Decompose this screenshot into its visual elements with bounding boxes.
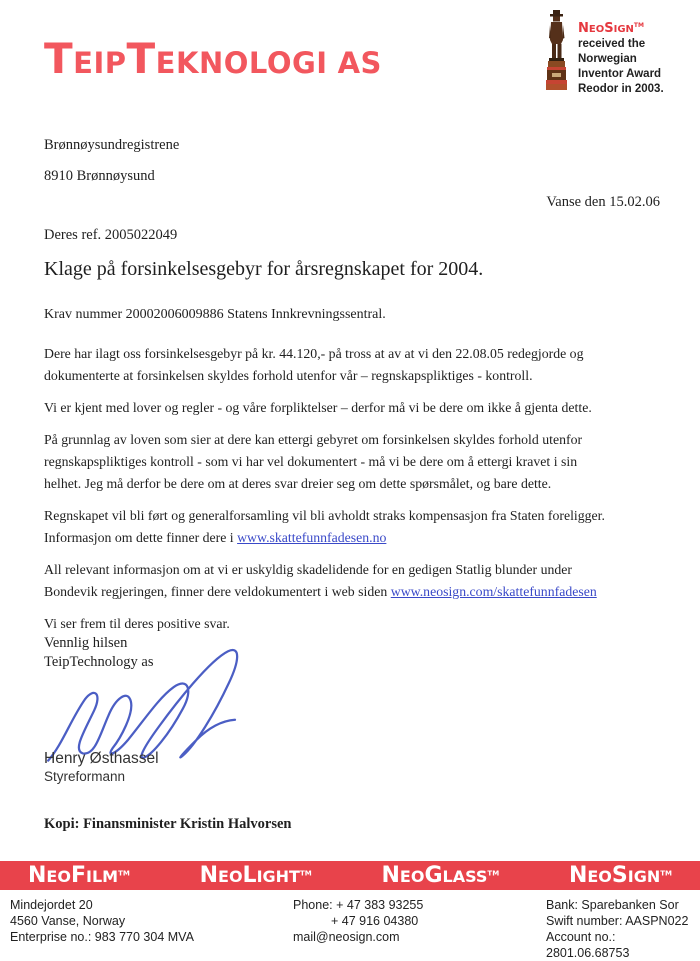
neofilm-wordmark [28, 862, 130, 888]
footer-brand-bar [0, 861, 700, 890]
paragraph [44, 505, 684, 549]
wordmark-letters: EO [399, 866, 425, 886]
signer-block [44, 750, 159, 785]
skattefunnfadesen-link[interactable]: www.skattefunnfadesen.no [237, 530, 387, 545]
wordmark-letter: N [28, 862, 47, 888]
wordmark-letters: LASS [442, 866, 488, 886]
recipient-city: 8910 Brønnøysund [44, 168, 155, 184]
footer-phone-2: + 47 916 04380 [331, 914, 419, 928]
body-line: Vi er kjent med lover og regler - og våre forpliktelser – derfor må vi be dere om ikke å gjenta dette. [44, 400, 592, 415]
body-line: dokumenterte at forsinkelsen skyldes forhold utenfor vår – regnskapspliktiges - kontroll. [44, 368, 533, 383]
body-line [44, 581, 684, 603]
trademark-symbol: TM [660, 869, 672, 878]
neolight-wordmark [199, 862, 312, 888]
body-line: Dere har ilagt oss forsinkelsesgebyr på kr. 44.120,- på tross at av at vi den 22.08.05 redegjorde og [44, 346, 584, 361]
logo-letter-big: T [126, 34, 156, 83]
footer-bank-name: Bank: Sparebanken Sor [546, 898, 679, 912]
wordmark-letters: IGN [627, 866, 661, 886]
body-line-text: Bondevik regjeringen, finner dere veldokumentert i web siden [44, 584, 391, 599]
wordmark-letter: N [381, 862, 400, 888]
footer-address-column [10, 897, 194, 945]
paragraph [44, 559, 684, 603]
body-line: Vi ser frem til deres positive svar. [44, 616, 230, 631]
wordmark-letters: EO [46, 866, 71, 886]
letter-body [44, 343, 684, 645]
subject-heading: Klage på forsinkelsesgebyr for årsregnskapet for 2004. [44, 258, 484, 280]
footer-contact-column [293, 897, 423, 945]
wordmark-letter: N [568, 862, 588, 888]
award-caption-line: Reodor in 2003. [578, 82, 664, 95]
logo-letters-small: EKNOLOGI [155, 46, 328, 80]
trademark-symbol: TM [487, 869, 500, 878]
body-line-text: Informasjon om dette finner dere i [44, 530, 238, 545]
inventor-award-badge [543, 10, 664, 97]
closing-company: TeipTechnology as [44, 654, 154, 670]
reference-line: Deres ref. 2005022049 [44, 227, 178, 243]
wordmark-letter: F [70, 862, 86, 888]
body-line: Regnskapet vil bli ført og generalforsamling vil bli avholdt straks kompensasjon fra Staten foreligger. [44, 508, 605, 523]
award-caption-line: Norwegian [578, 52, 637, 65]
wordmark-letters: ILM [85, 866, 119, 886]
footer-street: Mindejordet 20 [10, 898, 93, 912]
recipient-name: Brønnøysundregistrene [44, 137, 180, 153]
footer-swift-number: Swift number: AASPN022 [546, 914, 689, 928]
signer-name: Henry Østhassel [44, 750, 159, 767]
wordmark-letters: IGHT [256, 866, 300, 886]
footer-email[interactable]: mail@neosign.com [293, 930, 400, 944]
award-caption-line: Inventor Award [578, 67, 662, 80]
footer-enterprise: Enterprise no.: 983 770 304 MVA [10, 930, 194, 944]
neosign-wordmark [578, 18, 664, 37]
wordmark-letters: IGN [613, 23, 634, 35]
footer-bank-column [546, 897, 700, 961]
signer-title: Styreformann [44, 769, 126, 784]
statue-icon [543, 10, 570, 90]
footer-phone-1: Phone: + 47 383 93255 [293, 898, 424, 912]
wordmark-letter: G [424, 862, 443, 888]
date-line: Vanse den 15.02.06 [546, 194, 660, 210]
neosign-skattefunnfadesen-link[interactable]: www.neosign.com/skattefunnfadesen [390, 584, 597, 599]
footer-city: 4560 Vanse, Norway [10, 914, 126, 928]
paragraph [44, 613, 684, 635]
wordmark-letter: N [578, 20, 589, 36]
wordmark-letter: L [242, 862, 257, 888]
wordmark-letter: S [611, 862, 628, 888]
paragraph [44, 397, 684, 419]
wordmark-letters: EO [587, 866, 612, 886]
copy-line: Kopi: Finansminister Kristin Halvorsen [44, 816, 292, 832]
trademark-symbol: TM [299, 869, 312, 878]
body-line: regnskapspliktiges kontroll - som vi har vel dokumentert - må vi be dere om å ettergi kravet i sin [44, 454, 578, 469]
wordmark-letter: N [199, 862, 219, 888]
neoglass-wordmark [381, 862, 500, 888]
claim-number-line: Krav nummer 20002006009886 Statens Innkrevningssentral. [44, 307, 386, 322]
neosign-wordmark [568, 862, 672, 888]
body-line [44, 527, 684, 549]
logo-suffix: AS [337, 46, 382, 80]
company-logo [44, 34, 382, 83]
award-caption [578, 10, 664, 97]
logo-letter-big: T [44, 34, 74, 83]
wordmark-letters: EO [588, 23, 605, 35]
wordmark-letters: EO [218, 866, 243, 886]
body-line: All relevant informasjon om at vi er uskyldig skadelidende for en gedigen Statlig blunder under [44, 562, 572, 577]
closing-salutation: Vennlig hilsen [44, 635, 128, 651]
footer-account-no: Account no.: 2801.06.68753 [546, 930, 630, 960]
trademark-symbol: TM [633, 22, 644, 29]
logo-letters-small: EIP [73, 46, 127, 80]
award-caption-line: received the [578, 37, 646, 50]
paragraph [44, 429, 684, 495]
body-line: På grunnlag av loven som sier at dere kan ettergi gebyret om forsinkelsen skyldes forhold utenfor [44, 432, 583, 447]
paragraph [44, 343, 684, 387]
recipient-address [44, 130, 179, 192]
wordmark-letter: S [604, 20, 614, 36]
body-line: helhet. Jeg må derfor be dere om at deres svar dreier seg om dette spørsmålet, og bare dette. [44, 476, 552, 491]
trademark-symbol: TM [118, 869, 130, 878]
